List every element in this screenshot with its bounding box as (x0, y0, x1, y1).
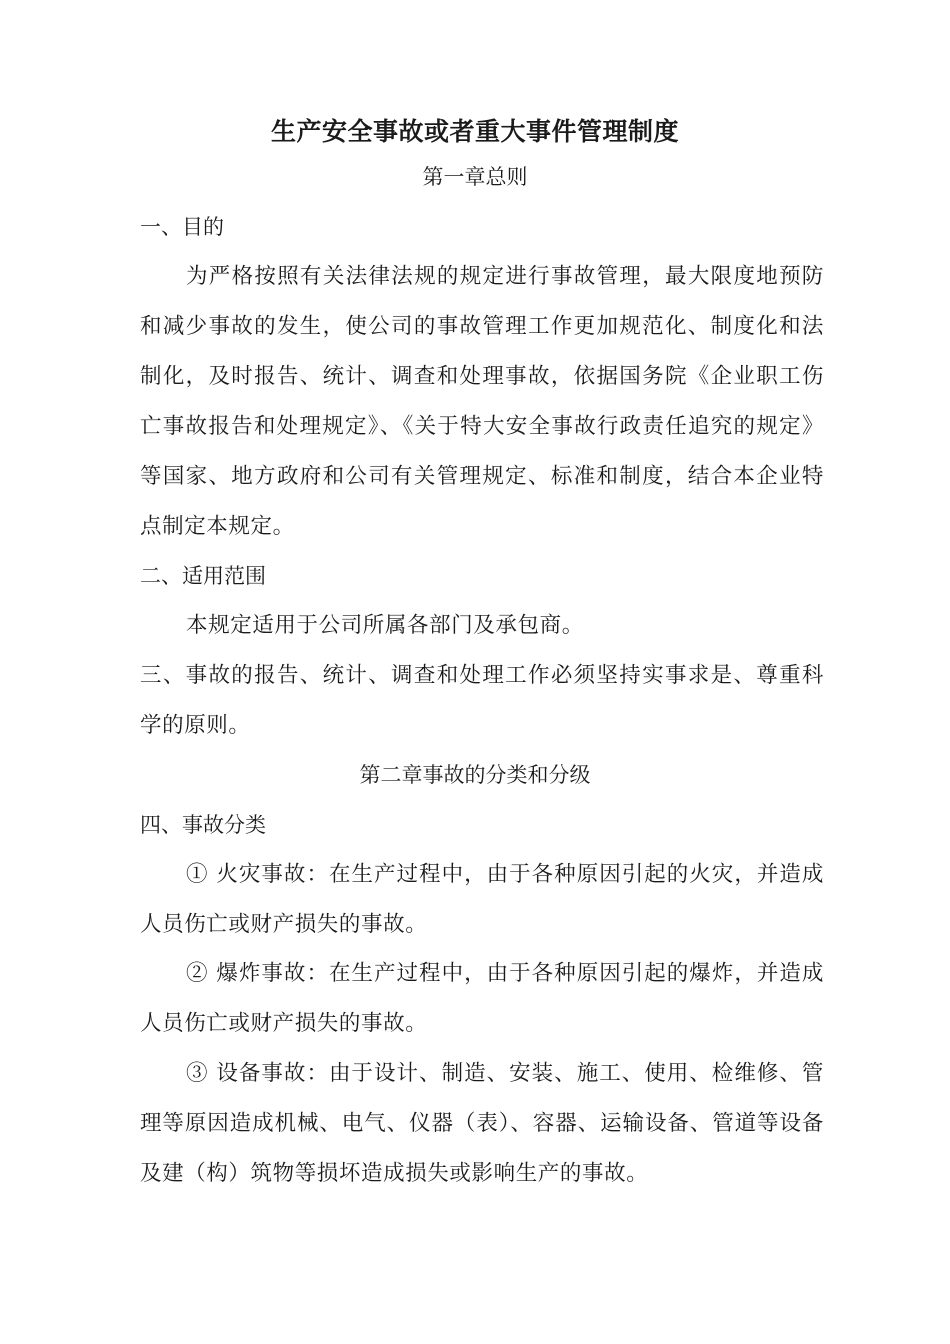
accident-type-fire: ① 火灾事故：在生产过程中，由于各种原因引起的火灾，并造成人员伤亡或财产损失的事故。 (140, 862, 824, 937)
section-1-paragraph: 为严格按照有关法律法规的规定进行事故管理，最大限度地预防和减少事故的发生，使公司的事故管理工作更加规范化、制度化和法制化，及时报告、统计、调查和处理事故，依据国务院《企业职工伤亡事故报告和处理规定》、《关于特大安全事故行政责任追究的规定》等国家、地方政府和公司有关管理规定、标准和制度，结合本企业特点制定本规定。 (140, 264, 824, 539)
section-1-heading: 一、目的 (140, 215, 224, 239)
accident-type-equipment: ③ 设备事故：由于设计、制造、安装、施工、使用、检维修、管理等原因造成机械、电气、仪器（表）、容器、运输设备、管道等设备及建（构）筑物等损坏造成损失或影响生产的事故。 (140, 1061, 824, 1186)
section-4-heading: 四、事故分类 (140, 813, 266, 837)
chapter-2-title: 第二章事故的分类和分级 (359, 763, 591, 787)
section-2-paragraph: 本规定适用于公司所属各部门及承包商。 (186, 613, 584, 638)
chapter-1-title: 第一章总则 (422, 165, 528, 189)
section-2-heading: 二、适用范围 (140, 564, 266, 588)
section-3-paragraph: 三、事故的报告、统计、调查和处理工作必须坚持实事求是、尊重科学的原则。 (140, 663, 824, 738)
accident-type-explosion: ② 爆炸事故：在生产过程中，由于各种原因引起的爆炸，并造成人员伤亡或财产损失的事故。 (140, 961, 824, 1036)
document-title: 生产安全事故或者重大事件管理制度 (270, 117, 679, 146)
